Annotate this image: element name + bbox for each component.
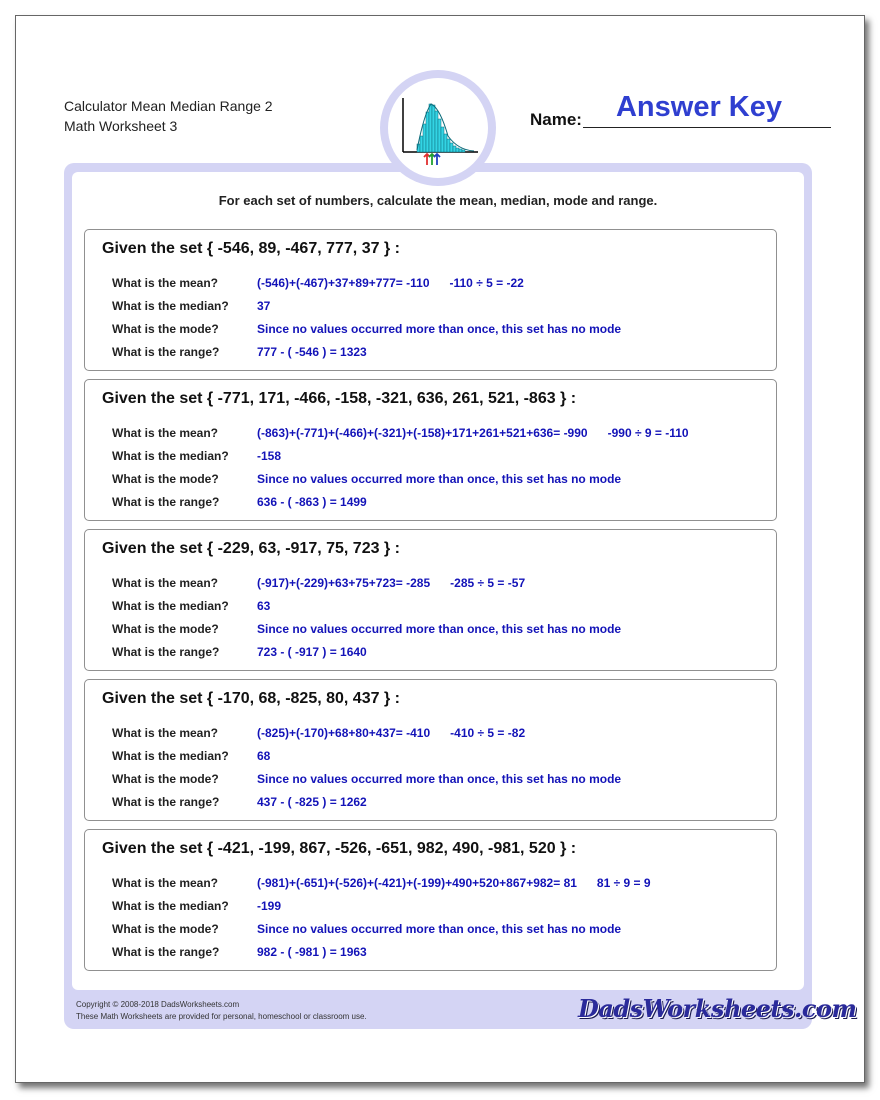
median-question: What is the median? <box>112 899 229 913</box>
median-answer: 37 <box>257 299 271 313</box>
median-answer: -158 <box>257 449 282 463</box>
mean-sum-start: (-981)+(-651)+(-526)+(-421)+( <box>257 876 418 890</box>
problem-set-heading: Given the set { -421, -199, 867, -526, -651, 982, 490, -981, 520 } : <box>102 840 577 857</box>
problem-set-heading: Given the set { -771, 171, -466, -158, -321, 636, 261, 521, -863 } : <box>102 390 577 407</box>
median-highlight: 68 <box>335 726 349 740</box>
median-highlight: 37 <box>335 276 349 290</box>
mean-question: What is the mean? <box>112 876 219 890</box>
mean-answer <box>257 876 651 890</box>
mean-question: What is the mean? <box>112 576 219 590</box>
title-line-1: Calculator Mean Median Range 2 <box>64 98 273 114</box>
range-question: What is the range? <box>112 795 220 809</box>
range-question: What is the range? <box>112 645 220 659</box>
median-question: What is the median? <box>112 749 229 763</box>
range-question: What is the range? <box>112 345 220 359</box>
median-highlight: 63 <box>335 576 349 590</box>
mean-division: 81 ÷ 9 = 9 <box>596 876 651 890</box>
problem-card <box>84 229 777 371</box>
mode-question: What is the mode? <box>112 772 219 786</box>
median-answer: -199 <box>257 899 282 913</box>
problem-set-heading: Given the set { -546, 89, -467, 777, 37 } : <box>102 240 400 257</box>
range-question: What is the range? <box>112 495 220 509</box>
mean-sum-end: +89+777= -110 <box>348 276 430 290</box>
name-label: Name: <box>530 110 582 129</box>
range-answer: 723 - ( -917 ) = 1640 <box>257 645 367 659</box>
range-answer: 437 - ( -825 ) = 1262 <box>257 795 367 809</box>
problem-card <box>84 529 777 671</box>
mean-sum-end: +75+723= -285 <box>348 576 431 590</box>
problem-card <box>84 679 777 821</box>
mode-answer: Since no values occurred more than once, this set has no mode <box>257 922 622 936</box>
mean-division: -990 ÷ 9 = -110 <box>607 426 689 440</box>
instructions: For each set of numbers, calculate the mean, median, mode and range. <box>218 193 658 208</box>
range-answer: 636 - ( -863 ) = 1499 <box>257 495 367 509</box>
name-line <box>583 127 831 128</box>
median-highlight: -158 <box>417 426 442 440</box>
median-question: What is the median? <box>112 299 229 313</box>
mode-answer: Since no values occurred more than once, this set has no mode <box>257 322 622 336</box>
range-question: What is the range? <box>112 945 220 959</box>
mean-question: What is the mean? <box>112 426 219 440</box>
mode-question: What is the mode? <box>112 472 219 486</box>
brand-logo: DadsWorksheets.com <box>578 994 857 1023</box>
mean-answer <box>257 576 525 590</box>
distribution-histogram-icon <box>388 78 488 178</box>
mean-sum-start: (-863)+(-771)+(-466)+(-321)+( <box>257 426 418 440</box>
mean-sum-start: (-917)+(-229)+ <box>257 576 336 590</box>
mode-question: What is the mode? <box>112 322 219 336</box>
problem-card <box>84 379 777 521</box>
mean-answer <box>257 276 524 290</box>
problem-set-heading: Given the set { -170, 68, -825, 80, 437 } : <box>102 690 400 707</box>
worksheet-title <box>64 96 273 136</box>
mean-sum-end: )+171+261+521+636= -990 <box>441 426 588 440</box>
problem-set-heading: Given the set { -229, 63, -917, 75, 723 } : <box>102 540 400 557</box>
mode-answer: Since no values occurred more than once, this set has no mode <box>257 772 622 786</box>
mode-answer: Since no values occurred more than once, this set has no mode <box>257 622 622 636</box>
mean-division: -410 ÷ 5 = -82 <box>450 726 526 740</box>
usage-notice: These Math Worksheets are provided for personal, homeschool or classroom use. <box>76 1012 367 1021</box>
mean-question: What is the mean? <box>112 726 219 740</box>
mean-question: What is the mean? <box>112 276 219 290</box>
mode-question: What is the mode? <box>112 622 219 636</box>
copyright-text: Copyright © 2008-2018 DadsWorksheets.com <box>76 1000 240 1009</box>
mode-question: What is the mode? <box>112 922 219 936</box>
median-answer: 63 <box>257 599 271 613</box>
footer-notes <box>76 999 367 1023</box>
mean-sum-end: )+490+520+867+982= 81 <box>441 876 577 890</box>
mean-answer <box>257 426 689 440</box>
mean-division: -110 ÷ 5 = -22 <box>449 276 524 290</box>
mean-sum-end: +80+437= -410 <box>348 726 431 740</box>
problem-card <box>84 829 777 971</box>
mode-answer: Since no values occurred more than once, this set has no mode <box>257 472 622 486</box>
mean-sum-start: (-825)+(-170)+ <box>257 726 336 740</box>
range-answer: 982 - ( -981 ) = 1963 <box>257 945 367 959</box>
median-question: What is the median? <box>112 449 229 463</box>
median-answer: 68 <box>257 749 271 763</box>
median-highlight: -199 <box>417 876 442 890</box>
title-line-2: Math Worksheet 3 <box>64 118 178 134</box>
range-answer: 777 - ( -546 ) = 1323 <box>257 345 367 359</box>
mean-answer <box>257 726 525 740</box>
answer-key-heading: Answer Key <box>615 91 782 123</box>
mean-sum-start: (-546)+(-467)+ <box>257 276 336 290</box>
median-question: What is the median? <box>112 599 229 613</box>
mean-division: -285 ÷ 5 = -57 <box>450 576 526 590</box>
